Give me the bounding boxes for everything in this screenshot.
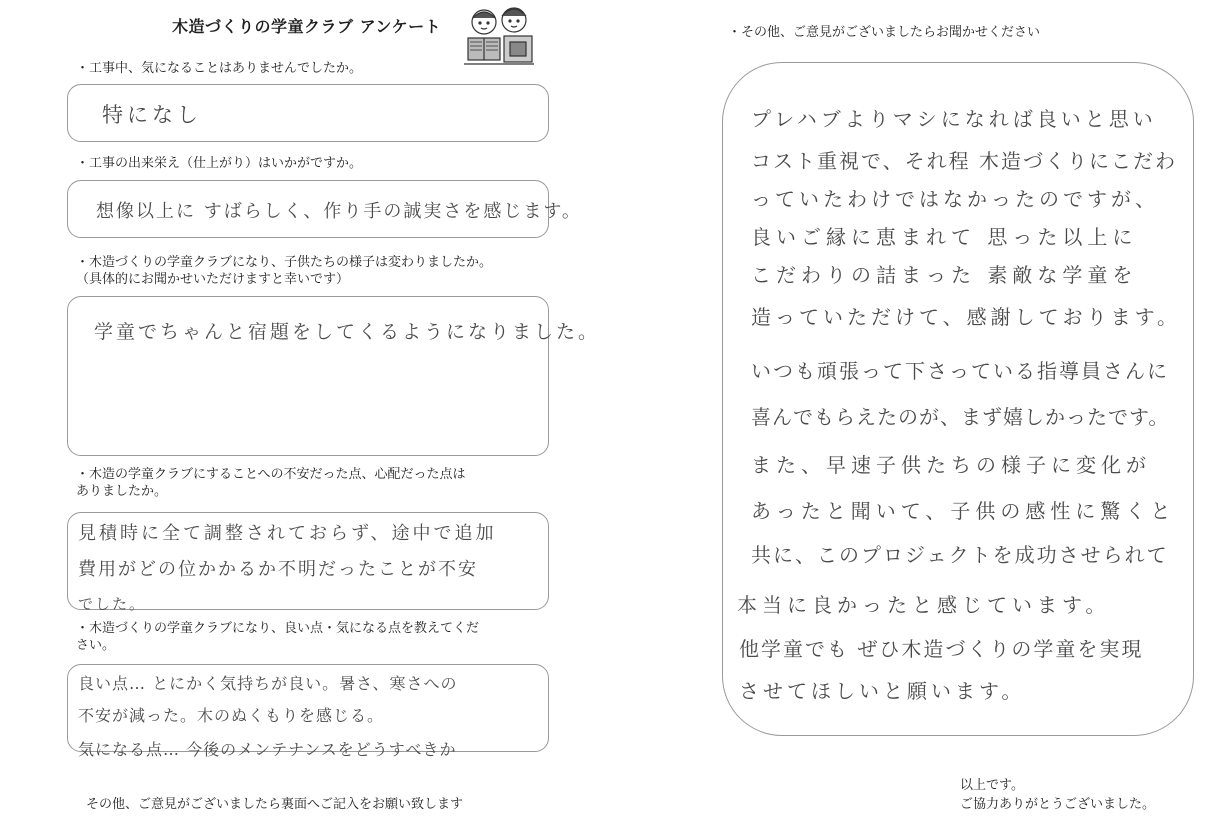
question-text: ・工事中、気になることはありませんでしたか。 (76, 61, 363, 76)
answer-line: っていたわけではなかったのですが、 (751, 187, 1159, 211)
question-1 (76, 60, 362, 77)
answer-line: でした。 (78, 595, 147, 613)
question-text-line: ありましたか。 (76, 484, 168, 499)
question-other-comments: ・その他、ご意見がございましたらお聞かせください (728, 25, 1041, 40)
answer-box-5 (67, 664, 549, 759)
question-text-line: ・木造づくりの学童クラブになり、子供たちの様子は変わりましたか。 (76, 255, 493, 270)
answer-line: 不安が減った。木のぬくもりを感じる。 (78, 706, 385, 725)
answer-line: また、早速子供たちの様子に変化が (751, 453, 1151, 477)
answer-line: させてほしいと願います。 (739, 679, 1026, 703)
question-text-line: さい。 (76, 638, 116, 653)
question-5 (76, 620, 479, 654)
answer-text: 特になし (102, 103, 202, 127)
answer-line: 本当に良かったと感じています。 (737, 593, 1111, 617)
answer-text: 想像以上に すばらしく、作り手の誠実さを感じます。 (96, 201, 582, 222)
question-text-line: ・木造づくりの学童クラブになり、良い点・気になる点を教えてくだ (76, 621, 480, 636)
answer-line: 喜んでもらえたのが、まず嬉しかったです。 (751, 405, 1170, 429)
answer-line: 造っていただけて、感謝しております。 (751, 305, 1181, 329)
answer-line: 良いご縁に恵まれて 思った以上に (751, 225, 1138, 249)
answer-line: 見積時に全て調整されておらず、途中で追加 (78, 523, 497, 544)
answer-line: プレハブよりマシになれば良いと思い (751, 107, 1157, 131)
answer-box-2 (67, 180, 582, 238)
survey-title: 木造づくりの学童クラブ アンケート (172, 17, 442, 36)
footer-note: その他、ご意見がございましたら裏面へご記入をお願い致します (86, 797, 464, 812)
answer-line: いつも頑張って下さっている指導員さんに (751, 359, 1169, 383)
answer-line: コスト重視で、それ程 木造づくりにこだわ (751, 149, 1177, 173)
answer-line: あったと聞いて、子供の感性に驚くと (751, 499, 1176, 523)
question-text-line: ・木造の学童クラブにすることへの不安だった点、心配だった点は (76, 467, 466, 482)
answer-box-3 (67, 296, 601, 456)
answer-line: こだわりの詰まった 素敵な学童を (751, 263, 1138, 287)
answer-line: 他学童でも ぜひ木造づくりの学童を実現 (739, 637, 1144, 661)
answer-box-1 (67, 84, 549, 142)
answer-line: 気になる点… 今後のメンテナンスをどうすべきか (78, 740, 457, 759)
question-4 (76, 466, 465, 500)
answer-box-4 (67, 512, 549, 613)
question-3 (76, 254, 492, 288)
closing-line-1: 以上です。 (960, 778, 1024, 793)
answer-text-block (78, 519, 548, 615)
closing-line-2: ご協力ありがとうございました。 (960, 797, 1156, 812)
children-reading-icon (464, 2, 536, 68)
answer-text-block (78, 671, 548, 757)
answer-line: 費用がどの位かかるか不明だったことが不安 (78, 559, 478, 580)
answer-text: 学童でちゃんと宿題をしてくるようになりました。 (94, 321, 601, 343)
question-text-line: （具体的にお聞かせいただけますと幸いです） (76, 272, 350, 287)
answer-line: 良い点… とにかく気持ちが良い。暑さ、寒さへの (78, 674, 458, 693)
answer-line: 共に、このプロジェクトを成功させられて (751, 543, 1169, 567)
question-text: ・工事の出来栄え（仕上がり）はいかがですか。 (76, 156, 363, 171)
question-2 (76, 155, 362, 172)
answer-box-other-comments (722, 62, 1194, 736)
